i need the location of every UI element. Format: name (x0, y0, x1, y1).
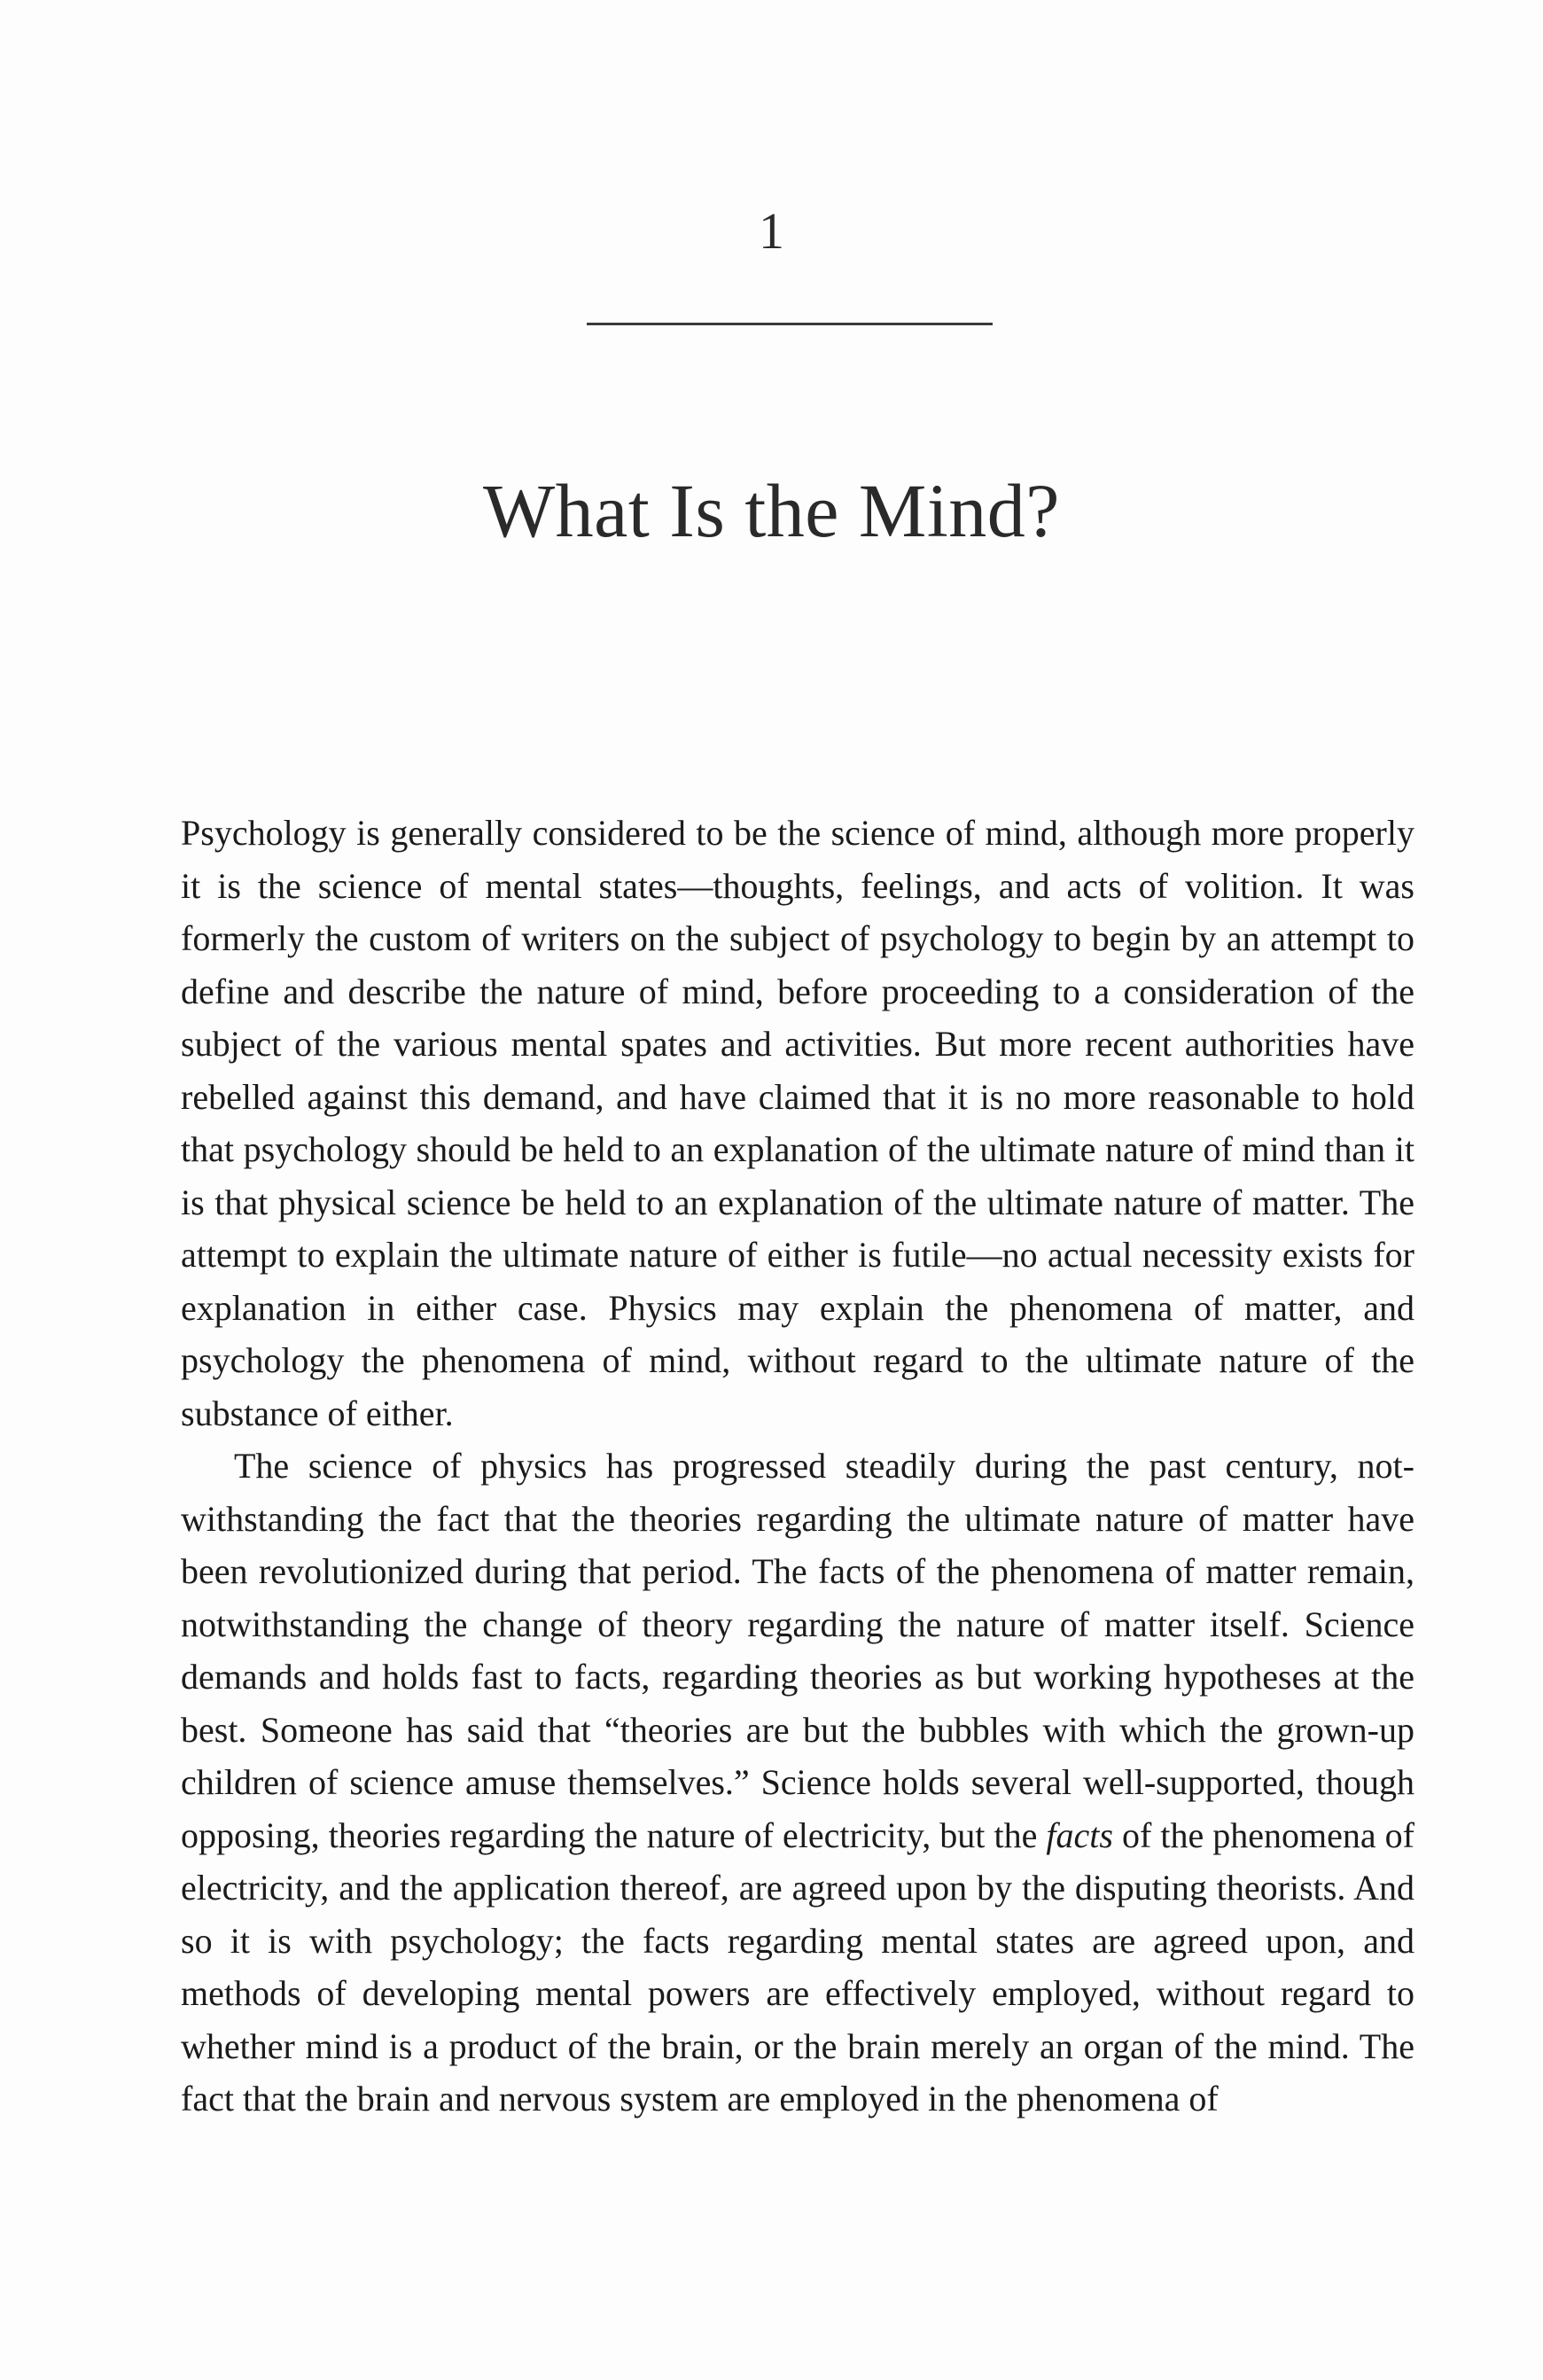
paragraph-1 (181, 807, 1414, 1440)
chapter-divider-rule (587, 323, 993, 325)
paragraph-1-text: Psychology is generally considered to be the science of mind, although more properly it is the science of mental states—thoughts, feelings, and acts of volition. It was formerly the custom of writers on the subject of psychology to begin by an attempt to define and describe the nature of mind, before proceeding to a consideration of the subject of the various mental spates and activities. But more recent authorities have rebelled against this demand, and have claimed that it is no more reasonable to hold that psychology should be held to an explanation of the ultimate nature of mind than it is that physical science be held to an explanation of the ultimate nature of matter. The attempt to explain the ultimate nature of either is futile—no actual necessity exists for explanation in either case. Physics may explain the phenomena of matter, and psychology the phenomena of mind, without regard to the ultimate nature of the substance of either. (181, 813, 1414, 1433)
chapter-title: What Is the Mind? (483, 468, 1060, 553)
paragraph-2-emphasis-facts: facts (1046, 1814, 1113, 1855)
chapter-body (181, 807, 1414, 2126)
paragraph-2-text-end: of the phenomena of electricity, and the application thereof, are agreed upon by the disputing theorists. And so it is with psychology; the facts regarding mental states are agreed upon, and methods of developing mental powers are effectively employed, without regard to whether mind is a product of the brain, or the brain merely an organ of the mind. The fact that the brain and nervous system are employed in the phenomena of (181, 1814, 1414, 2119)
chapter-number: 1 (759, 202, 784, 260)
paragraph-2 (181, 1440, 1414, 2126)
paragraph-2-text-start: The science of physics has progressed steadily during the past century, notwithstanding the fact that the theories regarding the ultimate nature of matter have been revolutionized during that period. The facts of the phenomena of matter remain, notwithstanding the change of theory regarding the nature of matter itself. Science demands and holds fast to facts, regarding theories as but working hypotheses at the best. Someone has said that “theories are but the bubbles with which the grown-up children of science amuse themselves.” Science holds several well-supported, though opposing, theories regarding the nature of electricity, but the (181, 1446, 1414, 1855)
